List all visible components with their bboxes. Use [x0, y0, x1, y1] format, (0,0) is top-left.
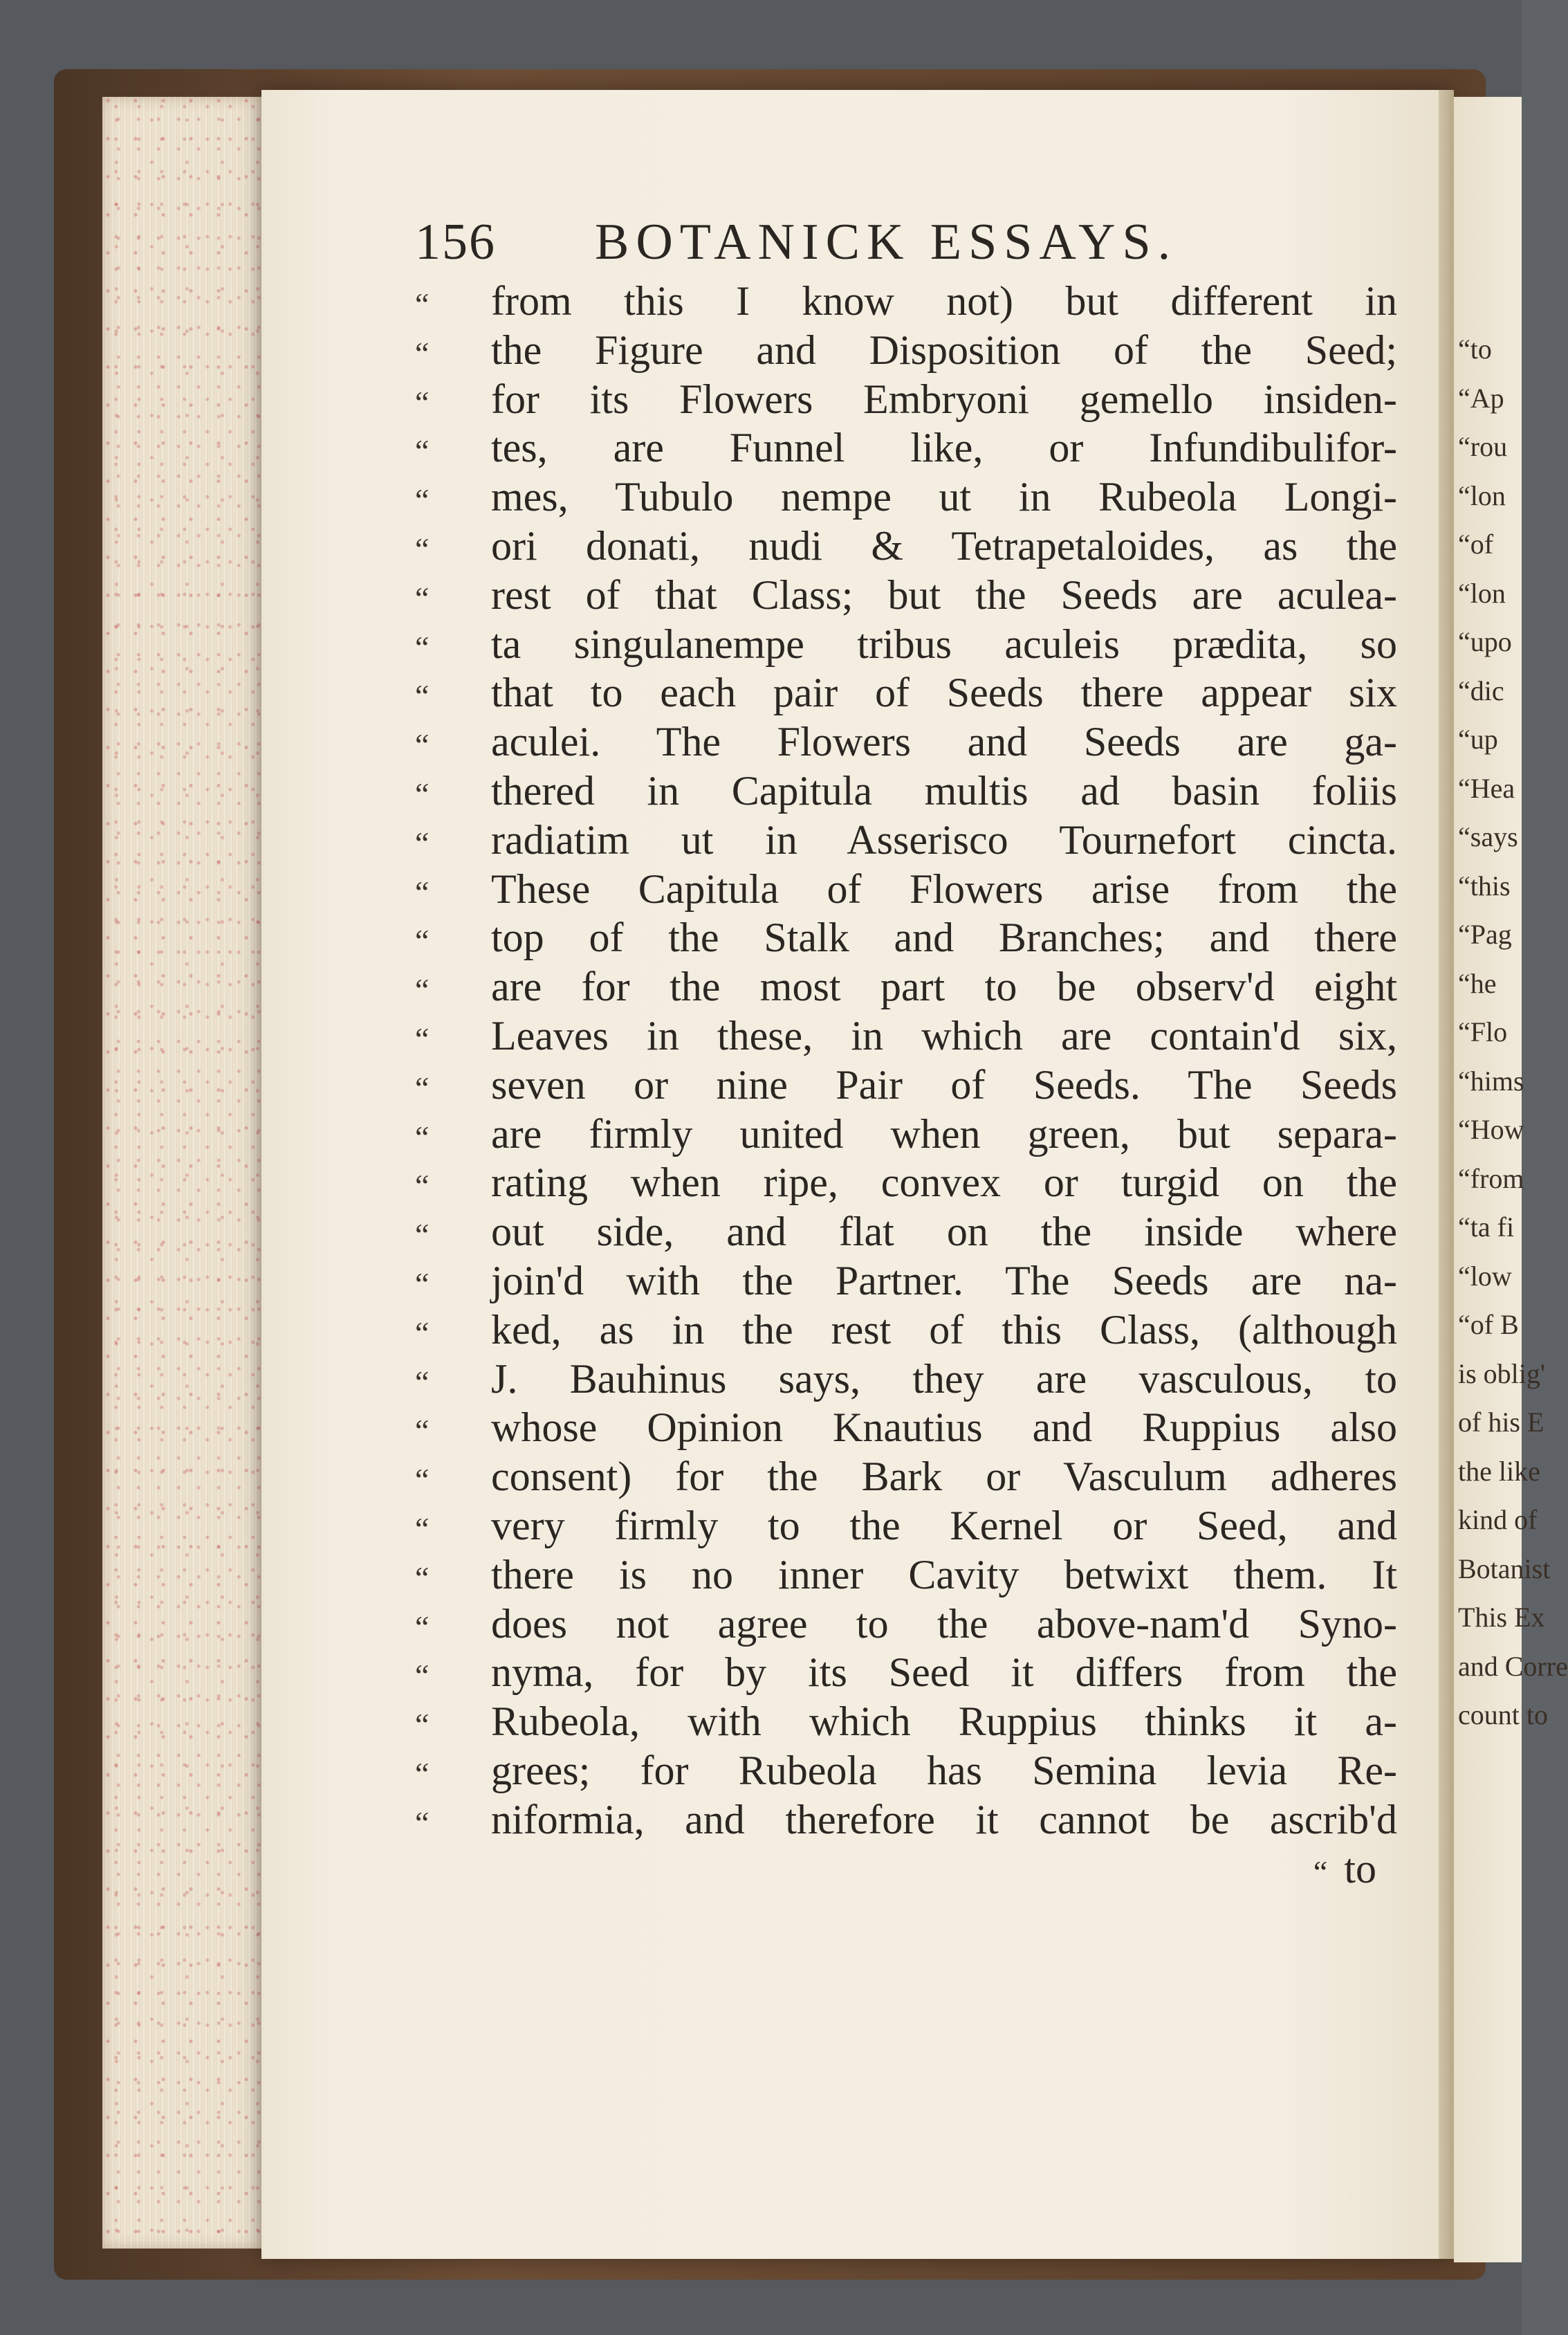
catchword-quote-mark: “ — [1313, 1853, 1328, 1889]
text-line — [415, 1011, 1397, 1061]
facing-page-fragment: “dic — [1458, 675, 1504, 706]
text-line — [415, 913, 1397, 962]
facing-page-fragment: “How — [1458, 1114, 1524, 1145]
line-text: from this I know not) but different in — [491, 278, 1397, 324]
facing-page-fragment: “from — [1458, 1162, 1524, 1194]
text-line — [415, 1256, 1397, 1306]
facing-page-fragment: “lon — [1458, 479, 1506, 511]
line-text: are for the most part to be observ'd eight — [491, 964, 1397, 1010]
line-text: for its Flowers Embryoni gemello insiden- — [491, 376, 1397, 422]
quote-mark: “ — [415, 1119, 430, 1155]
line-text: niformia, and therefore it cannot be ascrib'd — [491, 1796, 1397, 1842]
facing-page-fragment: “ta fi — [1458, 1211, 1515, 1243]
quote-mark: “ — [415, 678, 430, 714]
line-text: there is no inner Cavity betwixt them. It — [491, 1551, 1397, 1597]
text-line — [415, 1600, 1397, 1649]
text-line — [415, 1501, 1397, 1550]
text-line — [415, 1452, 1397, 1501]
facing-page-fragment: kind of — [1458, 1504, 1538, 1535]
quote-mark: “ — [415, 1462, 430, 1498]
facing-page-fragment: Botanist — [1458, 1553, 1551, 1584]
line-text: rating when ripe, convex or turgid on the — [491, 1160, 1397, 1206]
facing-page-fragment: “up — [1458, 724, 1498, 755]
facing-page-fragment: “rou — [1458, 431, 1508, 462]
facing-page-fragment: “Hea — [1458, 772, 1515, 804]
line-text: grees; for Rubeola has Semina levia Re- — [491, 1747, 1397, 1793]
line-text: does not agree to the above-nam'd Syno- — [491, 1600, 1397, 1647]
text-line — [415, 375, 1397, 424]
quote-mark: “ — [415, 1413, 430, 1449]
text-line — [415, 1207, 1397, 1256]
text-line — [415, 423, 1397, 473]
text-line — [415, 1550, 1397, 1600]
facing-page-fragment: “of B — [1458, 1309, 1519, 1340]
text-line — [415, 1795, 1397, 1844]
line-text: are firmly united when green, but separa- — [491, 1110, 1397, 1157]
line-text: ta singulanempe tribus aculeis prædita, so — [491, 621, 1397, 667]
quote-mark: “ — [415, 1217, 430, 1253]
facing-page-fragment: This Ex — [1458, 1602, 1545, 1633]
quote-mark: “ — [415, 1315, 430, 1350]
text-line — [415, 1158, 1397, 1207]
quote-mark: “ — [415, 433, 430, 469]
line-text: tes, are Funnel like, or Infundibulifor- — [491, 425, 1397, 471]
line-text: seven or nine Pair of Seeds. The Seeds — [491, 1061, 1397, 1108]
line-text: whose Opinion Knautius and Ruppius also — [491, 1404, 1397, 1451]
text-line — [415, 1306, 1397, 1355]
text-line — [415, 277, 1397, 326]
line-text: that to each pair of Seeds there appear six — [491, 670, 1397, 716]
facing-page-fragment: and Corre — [1458, 1650, 1568, 1682]
page-text — [415, 208, 1397, 1893]
text-line — [415, 865, 1397, 914]
facing-page-fragment: “this — [1458, 870, 1511, 901]
page-number: 156 — [415, 214, 496, 271]
facing-page-fragment: “Ap — [1458, 382, 1504, 414]
quote-mark: “ — [415, 1265, 430, 1301]
quote-mark: “ — [415, 1658, 430, 1694]
quote-mark: “ — [415, 972, 430, 1008]
catchword-line — [415, 1844, 1397, 1894]
quote-mark: “ — [415, 1707, 430, 1743]
text-line — [415, 522, 1397, 571]
quote-mark: “ — [415, 776, 430, 812]
line-text: These Capitula of Flowers arise from the — [491, 866, 1397, 912]
line-text: radiatim ut in Asserisco Tournefort cincta. — [491, 816, 1397, 863]
quote-mark: “ — [415, 727, 430, 763]
facing-page-edge — [1454, 97, 1568, 2262]
facing-page-fragment: “low — [1458, 1260, 1512, 1292]
text-line — [415, 962, 1397, 1011]
text-line — [415, 473, 1397, 522]
catchword — [415, 1844, 1397, 1897]
text-line — [415, 1110, 1397, 1159]
quote-mark: “ — [415, 1020, 430, 1056]
sprinkled-edge-texture — [102, 97, 261, 2249]
facing-page-fragment: “to — [1458, 333, 1492, 365]
line-text: aculei. The Flowers and Seeds are ga- — [491, 719, 1397, 765]
text-line — [415, 1355, 1397, 1404]
text-line — [415, 620, 1397, 669]
line-text: J. Bauhinus says, they are vasculous, to — [491, 1355, 1397, 1402]
page-gutter — [1439, 90, 1454, 2259]
line-text: rest of that Class; but the Seeds are aculea- — [491, 571, 1397, 618]
facing-page-fragment: the like — [1458, 1455, 1540, 1487]
quote-mark: “ — [415, 1755, 430, 1791]
catchword-text: to — [1344, 1845, 1376, 1892]
text-line — [415, 571, 1397, 620]
line-text: nyma, for by its Seed it differs from the — [491, 1649, 1397, 1696]
facing-page-fragment: “hims — [1458, 1065, 1524, 1097]
facing-page-fragment: “says — [1458, 821, 1518, 852]
quote-mark: “ — [415, 384, 430, 420]
text-line — [415, 767, 1397, 816]
line-text: top of the Stalk and Branches; and there — [491, 915, 1397, 961]
line-text: very firmly to the Kernel or Seed, and — [491, 1502, 1397, 1548]
quote-mark: “ — [415, 629, 430, 665]
quote-mark: “ — [415, 874, 430, 910]
quote-mark: “ — [415, 531, 430, 567]
line-text: join'd with the Partner. The Seeds are na- — [491, 1257, 1397, 1303]
text-line — [415, 668, 1397, 717]
page-edges — [102, 97, 261, 2249]
quote-mark: “ — [415, 1804, 430, 1840]
text-line — [415, 1746, 1397, 1795]
text-line — [415, 1648, 1397, 1697]
quote-mark: “ — [415, 1168, 430, 1204]
line-text: thered in Capitula multis ad basin foliis — [491, 767, 1397, 814]
facing-page-fragment: “of — [1458, 529, 1494, 560]
line-text: Leaves in these, in which are contain'd six, — [491, 1012, 1397, 1059]
facing-page-fragment: “lon — [1458, 577, 1506, 609]
line-text: out side, and flat on the inside where — [491, 1209, 1397, 1255]
facing-page-fragment: is oblig' — [1458, 1357, 1546, 1389]
line-text: mes, Tubulo nempe ut in Rubeola Longi- — [491, 474, 1397, 520]
body-lines — [415, 277, 1397, 1844]
facing-page-fragment: of his E — [1458, 1407, 1544, 1438]
quote-mark: “ — [415, 1510, 430, 1546]
quote-mark: “ — [415, 1559, 430, 1595]
quote-mark: “ — [415, 825, 430, 861]
text-line — [415, 717, 1397, 767]
facing-page-fragment: “upo — [1458, 626, 1512, 657]
text-line — [415, 326, 1397, 375]
running-title: BOTANICK ESSAYS. — [595, 214, 1178, 271]
quote-mark: “ — [415, 923, 430, 959]
line-text: ori donati, nudi & Tetrapetaloides, as the — [491, 522, 1397, 569]
line-text: Rubeola, with which Ruppius thinks it a- — [491, 1698, 1397, 1745]
quote-mark: “ — [415, 1364, 430, 1400]
quote-mark: “ — [415, 1070, 430, 1106]
line-text: ked, as in the rest of this Class, (although — [491, 1306, 1397, 1353]
facing-page-fragment: count to — [1458, 1699, 1548, 1730]
text-line — [415, 1061, 1397, 1110]
quote-mark: “ — [415, 335, 430, 371]
text-line — [415, 1697, 1397, 1746]
quote-mark: “ — [415, 580, 430, 616]
line-text: consent) for the Bark or Vasculum adheres — [491, 1454, 1397, 1500]
facing-page-fragment: “Pag — [1458, 919, 1512, 950]
quote-mark: “ — [415, 286, 430, 322]
line-text: the Figure and Disposition of the Seed; — [491, 327, 1397, 373]
text-line — [415, 1403, 1397, 1452]
facing-page-fragment: “Flo — [1458, 1016, 1508, 1047]
running-head — [415, 208, 1397, 277]
text-line — [415, 816, 1397, 865]
quote-mark: “ — [415, 482, 430, 518]
quote-mark: “ — [415, 1609, 430, 1645]
facing-page-fragment: “he — [1458, 967, 1497, 999]
